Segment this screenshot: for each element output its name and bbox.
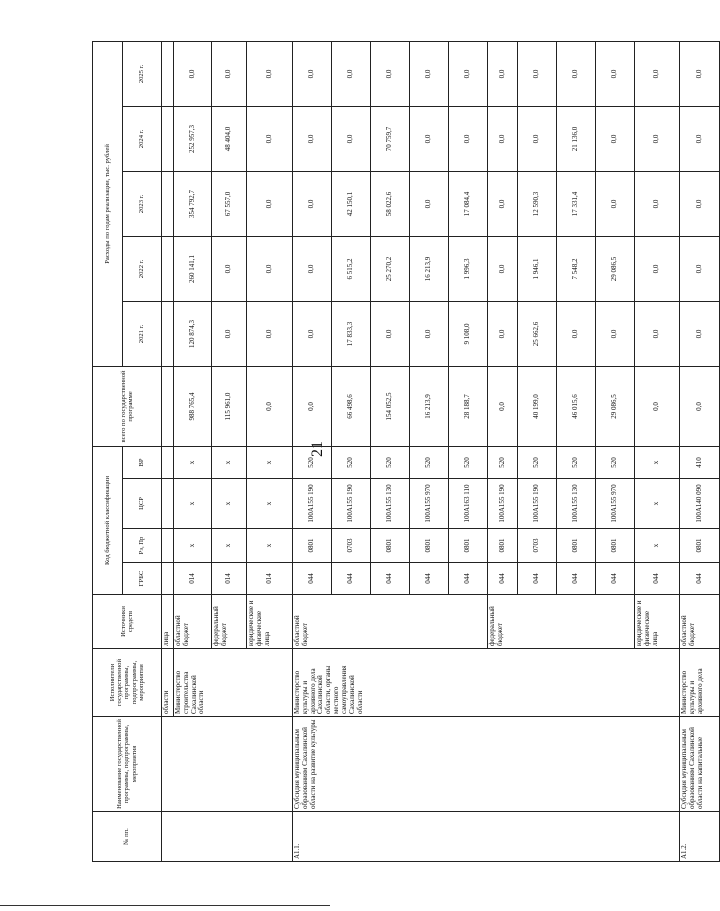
grbs-cell: 044 [293, 563, 332, 595]
csr-cell: 100А155 190 [488, 479, 518, 529]
page-number: 21 [309, 441, 326, 457]
csr-cell: 100А163 110 [449, 479, 488, 529]
csr-cell: х [174, 479, 212, 529]
y2024-cell: 0,0 [449, 106, 488, 171]
y2025-cell: 0,0 [247, 41, 293, 106]
csr-cell: 100А155 130 [371, 479, 410, 529]
csr-cell: 100А155 970 [410, 479, 449, 529]
grbs-cell: 044 [518, 563, 557, 595]
header-total: всего по государственной программе [93, 366, 162, 446]
y2022-cell: 0,0 [680, 236, 720, 301]
y2025-cell: 0,0 [174, 41, 212, 106]
rzpr-cell: 0801 [680, 529, 720, 563]
y2021-cell: 0,0 [596, 301, 635, 366]
csr-cell: 100А155 190 [293, 479, 332, 529]
y2021-cell: 17 833,3 [332, 301, 371, 366]
header-executors: Исполнители государственной программы, подпрограммы, мероприятия [93, 649, 162, 717]
total-cell: 115 961,0 [212, 366, 247, 446]
y2022-cell: 0,0 [293, 236, 332, 301]
total-cell: 0,0 [293, 366, 332, 446]
vr-cell: 520 [293, 446, 332, 478]
y2021-cell: 0,0 [293, 301, 332, 366]
y2021-cell: 120 874,3 [174, 301, 212, 366]
source-cell: областной бюджет [174, 595, 212, 649]
y2023-cell: 0,0 [680, 171, 720, 236]
y2025-cell: 0,0 [410, 41, 449, 106]
y2024-cell: 0,0 [680, 106, 720, 171]
rzpr-cell: 0801 [371, 529, 410, 563]
header-grbs: ГРБС [123, 563, 162, 595]
total-cell: 66 498,6 [332, 366, 371, 446]
header-2022: 2022 г. [123, 236, 162, 301]
header-num: № пп. [93, 812, 162, 862]
grbs-cell: 014 [174, 563, 212, 595]
row-num-cell: А1.2. [680, 812, 720, 862]
total-cell: 16 213,9 [410, 366, 449, 446]
source-cell: юридические и физические лица [247, 595, 293, 649]
header-row-1 [93, 41, 123, 861]
y2025-cell: 0,0 [332, 41, 371, 106]
source-cell: федеральный бюджет [488, 595, 635, 649]
vr-cell: 520 [371, 446, 410, 478]
y2024-cell: 252 957,3 [174, 106, 212, 171]
source-cell: лица [162, 595, 174, 649]
rzpr-cell: х [247, 529, 293, 563]
vr-cell: х [247, 446, 293, 478]
y2023-cell: 0,0 [596, 171, 635, 236]
executor-cell: Министерство культуры и архивного дела Сахалинской области, органы местного самоуправления Сахалинской области [293, 649, 680, 717]
y2025-cell: 0,0 [518, 41, 557, 106]
vr-cell: х [635, 446, 680, 478]
y2024-cell: 48 404,0 [212, 106, 247, 171]
vr-cell: 520 [518, 446, 557, 478]
y2022-cell: 7 548,2 [557, 236, 596, 301]
y2022-cell: 16 213,9 [410, 236, 449, 301]
y2024-cell: 0,0 [332, 106, 371, 171]
rzpr-cell: 0703 [518, 529, 557, 563]
executor-cell: Министерство культуры и архивного дела [680, 649, 720, 717]
grbs-cell: 044 [488, 563, 518, 595]
vr-cell: 410 [680, 446, 720, 478]
footer-divider [0, 905, 330, 906]
y2021-cell: 0,0 [635, 301, 680, 366]
row-name-cell: Субсидия муниципальным образованиям Сахалинской области на капитальные [680, 717, 720, 812]
row-name-cell [162, 717, 293, 812]
table-row [293, 41, 332, 861]
csr-cell: 100А155 130 [557, 479, 596, 529]
header-csr: ЦСР [123, 479, 162, 529]
header-sources: Источники средств [93, 595, 162, 649]
rzpr-cell: 0801 [596, 529, 635, 563]
y2023-cell: 354 792,7 [174, 171, 212, 236]
grbs-cell: 044 [635, 563, 680, 595]
total-cell: 154 052,5 [371, 366, 410, 446]
rzpr-cell: 0703 [332, 529, 371, 563]
y2022-cell: 0,0 [488, 236, 518, 301]
y2021-cell: 0,0 [557, 301, 596, 366]
table-row [162, 41, 174, 861]
y2025-cell: 0,0 [488, 41, 518, 106]
y2025-cell: 0,0 [596, 41, 635, 106]
y2023-cell: 0,0 [488, 171, 518, 236]
grbs-cell: 044 [371, 563, 410, 595]
vr-cell: х [212, 446, 247, 478]
grbs-cell: 044 [332, 563, 371, 595]
y2022-cell: 260 141,1 [174, 236, 212, 301]
header-2024: 2024 г. [123, 106, 162, 171]
grbs-cell: 044 [557, 563, 596, 595]
y2025-cell: 0,0 [449, 41, 488, 106]
rzpr-cell: 0801 [410, 529, 449, 563]
row-num-cell [162, 812, 293, 862]
y2025-cell: 0,0 [212, 41, 247, 106]
header-name: Наименование государственной программы, подпрограммы, мероприятия [93, 717, 162, 812]
y2021-cell: 9 108,0 [449, 301, 488, 366]
csr-cell: х [247, 479, 293, 529]
y2021-cell: 0,0 [247, 301, 293, 366]
header-rzpr: Рз, Пр [123, 529, 162, 563]
csr-cell: 100А140 090 [680, 479, 720, 529]
total-cell: 29 086,5 [596, 366, 635, 446]
y2023-cell: 0,0 [293, 171, 332, 236]
vr-cell: 520 [332, 446, 371, 478]
header-budget-code: Код бюджетной классификации [93, 446, 123, 594]
budget-table-container [92, 42, 704, 862]
y2022-cell: 25 270,2 [371, 236, 410, 301]
grbs-cell: 014 [247, 563, 293, 595]
header-2023: 2023 г. [123, 171, 162, 236]
y2025-cell: 0,0 [557, 41, 596, 106]
row-num-cell: А1.1. [293, 812, 680, 862]
grbs-cell: 044 [596, 563, 635, 595]
csr-cell: 100А155 970 [596, 479, 635, 529]
y2023-cell: 0,0 [410, 171, 449, 236]
y2021-cell: 0,0 [488, 301, 518, 366]
y2023-cell: 58 022,6 [371, 171, 410, 236]
vr-cell: 520 [488, 446, 518, 478]
total-cell: 40 199,0 [518, 366, 557, 446]
grbs-cell: 014 [212, 563, 247, 595]
total-cell: 0,0 [635, 366, 680, 446]
y2024-cell: 21 136,0 [557, 106, 596, 171]
y2021-cell: 0,0 [410, 301, 449, 366]
source-cell: федеральный бюджет [212, 595, 247, 649]
csr-cell: 100А155 190 [332, 479, 371, 529]
total-cell: 28 188,7 [449, 366, 488, 446]
vr-cell: 520 [449, 446, 488, 478]
grbs-cell: 044 [410, 563, 449, 595]
total-cell: 46 015,6 [557, 366, 596, 446]
source-cell: областной бюджет [293, 595, 488, 649]
y2021-cell: 0,0 [212, 301, 247, 366]
rzpr-cell: 0801 [449, 529, 488, 563]
y2024-cell: 0,0 [293, 106, 332, 171]
total-cell: 0,0 [680, 366, 720, 446]
source-cell: юридические и физические лица [635, 595, 680, 649]
y2025-cell: 0,0 [371, 41, 410, 106]
y2024-cell: 0,0 [518, 106, 557, 171]
y2022-cell: 1 996,3 [449, 236, 488, 301]
y2024-cell: 0,0 [635, 106, 680, 171]
source-cell: областной бюджет [680, 595, 720, 649]
header-2025: 2025 г. [123, 41, 162, 106]
vr-cell: 520 [557, 446, 596, 478]
vr-cell: х [174, 446, 212, 478]
y2023-cell: 17 084,4 [449, 171, 488, 236]
y2024-cell: 0,0 [410, 106, 449, 171]
csr-cell: х [635, 479, 680, 529]
y2025-cell: 0,0 [635, 41, 680, 106]
y2022-cell: 0,0 [247, 236, 293, 301]
y2022-cell: 6 515,2 [332, 236, 371, 301]
y2023-cell: 67 557,0 [212, 171, 247, 236]
table-row [680, 41, 720, 861]
header-2021: 2021 г. [123, 301, 162, 366]
rzpr-cell: х [635, 529, 680, 563]
rzpr-cell: х [174, 529, 212, 563]
total-cell: 0,0 [488, 366, 518, 446]
y2022-cell: 0,0 [635, 236, 680, 301]
row-name-cell: Субсидия муниципальным образованиям Сахалинской области на развитие культуры [293, 717, 680, 812]
y2021-cell: 25 662,6 [518, 301, 557, 366]
rzpr-cell: 0801 [293, 529, 332, 563]
y2023-cell: 0,0 [247, 171, 293, 236]
y2024-cell: 0,0 [488, 106, 518, 171]
total-cell: 988 765,4 [174, 366, 212, 446]
y2025-cell: 0,0 [293, 41, 332, 106]
executor-cell: Министерство строительства Сахалинской области [174, 649, 293, 717]
y2024-cell: 0,0 [247, 106, 293, 171]
budget-table [92, 41, 720, 862]
header-vr: ВР [123, 446, 162, 478]
y2022-cell: 29 086,5 [596, 236, 635, 301]
header-expenses: Расходы по годам реализации, тыс. рублей [93, 41, 123, 366]
vr-cell: 520 [596, 446, 635, 478]
rzpr-cell: 0801 [557, 529, 596, 563]
csr-cell: 100А155 190 [518, 479, 557, 529]
rzpr-cell: 0801 [488, 529, 518, 563]
grbs-cell: 044 [449, 563, 488, 595]
executor-cell: области [162, 649, 174, 717]
total-cell: 0,0 [247, 366, 293, 446]
y2023-cell: 17 331,4 [557, 171, 596, 236]
y2025-cell: 0,0 [680, 41, 720, 106]
y2024-cell: 70 759,7 [371, 106, 410, 171]
y2024-cell: 0,0 [596, 106, 635, 171]
csr-cell: х [212, 479, 247, 529]
rzpr-cell: х [212, 529, 247, 563]
y2022-cell: 0,0 [212, 236, 247, 301]
y2023-cell: 0,0 [635, 171, 680, 236]
y2022-cell: 1 946,1 [518, 236, 557, 301]
vr-cell: 520 [410, 446, 449, 478]
y2021-cell: 0,0 [371, 301, 410, 366]
y2021-cell: 0,0 [680, 301, 720, 366]
grbs-cell: 044 [680, 563, 720, 595]
y2023-cell: 42 150,1 [332, 171, 371, 236]
y2023-cell: 12 590,3 [518, 171, 557, 236]
